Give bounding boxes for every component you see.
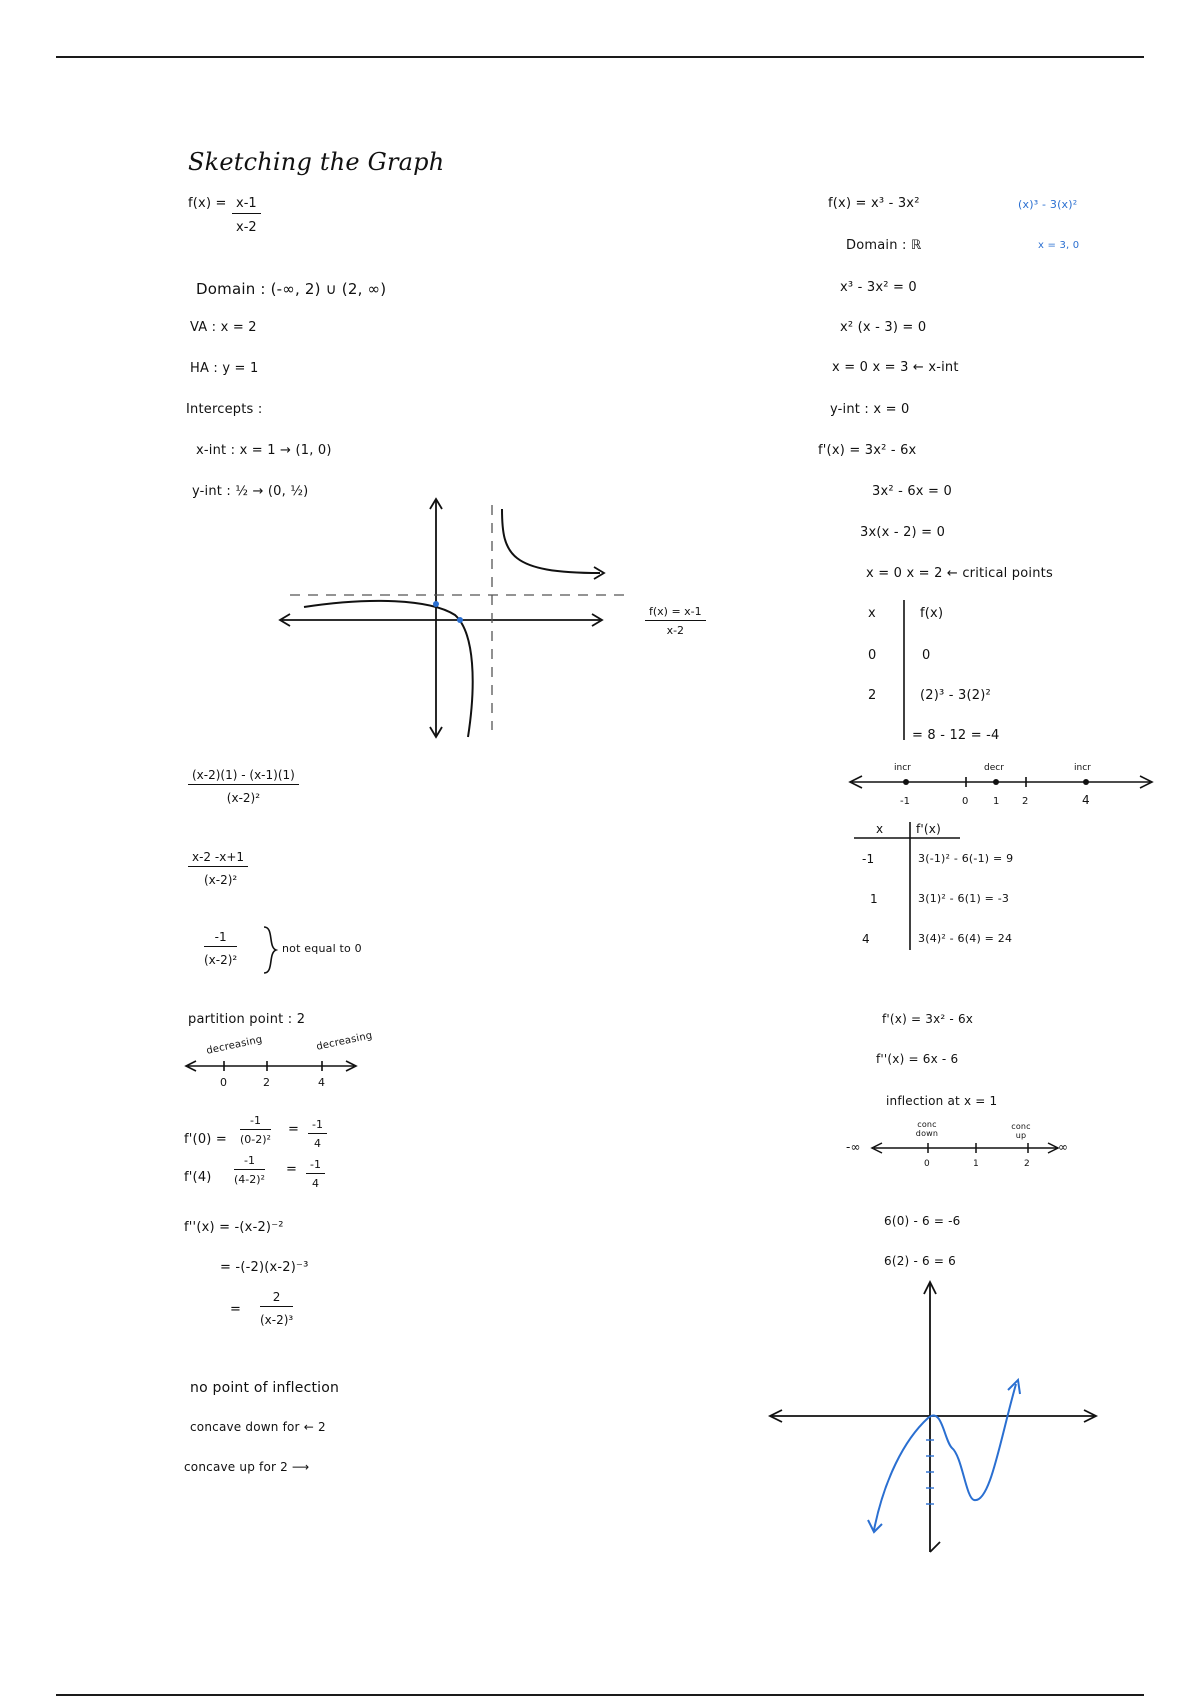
left-number-line <box>182 1058 362 1098</box>
table-2-row-0-f: 3(-1)² - 6(-1) = 9 <box>918 852 1014 865</box>
table-2-row-2-f: 3(4)² - 6(4) = 24 <box>918 932 1013 945</box>
f0-num: -1 <box>240 1114 271 1130</box>
second-derivative-right: f''(x) = 6x - 6 <box>876 1052 959 1066</box>
bottom-rule <box>56 1694 1144 1696</box>
y-intercept: y-int : ½ → (0, ½) <box>192 484 309 499</box>
second-derivative-final <box>260 1290 293 1327</box>
f0-res-den: 4 <box>313 1137 321 1150</box>
concavity-eval-2: 6(2) - 6 = 6 <box>884 1254 956 1268</box>
table-2-head-x: x <box>876 822 884 836</box>
cubic-derivative: f'(x) = 3x² - 6x <box>818 443 917 458</box>
f4-res-num: -1 <box>306 1158 325 1174</box>
concave-down-label: conc down <box>915 1120 939 1138</box>
second-den: (x-2)³ <box>260 1313 294 1327</box>
nl-tick-1: 1 <box>993 796 1000 807</box>
rational-function-graph <box>270 495 690 735</box>
not-equal-note: not equal to 0 <box>282 942 362 955</box>
second-derivative: f''(x) = -(x-2)⁻² <box>184 1220 284 1235</box>
left-nl-tick-0: 0 <box>220 1076 227 1089</box>
interval-label-right: decreasing <box>315 1030 374 1053</box>
table-1-row-1-x: 2 <box>868 688 877 703</box>
table-2-row-2-x: 4 <box>862 932 870 946</box>
concave-down: concave down for ← 2 <box>190 1420 326 1434</box>
cubic-function: f(x) = x³ - 3x² <box>828 196 920 211</box>
graph-label <box>645 605 706 637</box>
f4-num: -1 <box>234 1154 265 1170</box>
factor-eq-1: x³ - 3x² = 0 <box>840 280 917 295</box>
f-prime-4-fraction <box>234 1154 265 1186</box>
derivative-quotient <box>188 768 299 805</box>
f0-res-num: -1 <box>308 1118 327 1134</box>
vertical-asymptote: VA : x = 2 <box>190 320 257 335</box>
table-1-row-0-f: 0 <box>922 648 931 663</box>
cubic-y-intercept: y-int : x = 0 <box>830 402 910 417</box>
factor-eq-3: x = 0 x = 3 ← x-int <box>832 360 959 375</box>
partition-point: partition point : 2 <box>188 1012 306 1027</box>
cubic-curve <box>874 1384 1016 1530</box>
deriv-step-1: 3x² - 6x = 0 <box>872 484 952 499</box>
f4-den: (4-2)² <box>234 1173 265 1186</box>
blue-annotation-sub: x = 3, 0 <box>1038 240 1080 251</box>
table-2-head-f: f'(x) <box>916 822 941 836</box>
function-numerator: x-1 <box>232 196 261 214</box>
final-denominator: (x-2)² <box>204 953 238 967</box>
derivative-simplified <box>188 850 248 887</box>
table-2-row-1-x: 1 <box>870 892 878 906</box>
nl2-right-infinity: ∞ <box>1058 1140 1069 1154</box>
intercepts-heading: Intercepts : <box>186 402 263 417</box>
function-fraction <box>232 196 261 235</box>
derivative-final <box>204 930 237 967</box>
domain-right: Domain : ℝ <box>846 238 922 253</box>
blue-annotation-top: (x)³ - 3(x)² <box>1018 198 1078 211</box>
f-prime-4-label: f'(4) <box>184 1170 212 1185</box>
concave-up: concave up for 2 ⟶ <box>184 1460 310 1474</box>
nl2-left-infinity: -∞ <box>846 1140 861 1154</box>
table-1-extra: = 8 - 12 = -4 <box>912 728 1000 743</box>
table-1-divider <box>902 600 906 740</box>
second-num: 2 <box>260 1290 293 1307</box>
final-numerator: -1 <box>204 930 237 947</box>
second-derivative-step: = -(-2)(x-2)⁻³ <box>220 1260 309 1275</box>
nl-label-decr: decr <box>984 763 1004 773</box>
deriv-step-2: 3x(x - 2) = 0 <box>860 525 946 540</box>
equals-1: = <box>288 1122 300 1137</box>
f-prime-0-label: f'(0) = <box>184 1132 227 1147</box>
first-derivative-restated: f'(x) = 3x² - 6x <box>882 1012 974 1026</box>
top-rule <box>56 56 1144 58</box>
no-inflection: no point of inflection <box>190 1380 340 1396</box>
x-intercept: x-int : x = 1 → (1, 0) <box>196 443 332 458</box>
curve-left-branch <box>304 601 473 737</box>
f4-res-den: 4 <box>311 1177 319 1190</box>
curve-right-branch <box>502 509 600 573</box>
nl-tick-neg1: -1 <box>900 796 910 807</box>
equals-3: = <box>230 1302 242 1317</box>
cubic-function-graph <box>764 1280 1104 1560</box>
left-nl-tick-4: 4 <box>318 1076 325 1089</box>
inflection-point: inflection at x = 1 <box>886 1094 998 1108</box>
concavity-eval-1: 6(0) - 6 = -6 <box>884 1214 961 1228</box>
function-denominator: x-2 <box>236 220 257 235</box>
f-prime-4-result <box>306 1158 325 1190</box>
nl-tick-0: 0 <box>962 796 969 807</box>
nl-tick-2: 2 <box>1022 796 1029 807</box>
nl2-tick-1: 1 <box>973 1159 979 1169</box>
domain-left: Domain : (-∞, 2) ∪ (2, ∞) <box>196 280 387 298</box>
f-prime-0-fraction <box>240 1114 271 1146</box>
y-intercept-point <box>433 601 439 607</box>
simplified-denominator: (x-2)² <box>204 873 238 887</box>
nl-label-incr-2: incr <box>1074 763 1091 773</box>
table-1-head-x: x <box>868 606 876 621</box>
concave-up-label: conc up <box>1011 1122 1031 1140</box>
x-intercept-point <box>457 617 463 623</box>
f0-den: (0-2)² <box>240 1133 271 1146</box>
table-1-row-0-x: 0 <box>868 648 877 663</box>
right-number-line-2 <box>862 1138 1062 1178</box>
simplified-numerator: x-2 -x+1 <box>188 850 248 867</box>
table-2-row-1-f: 3(1)² - 6(1) = -3 <box>918 892 1010 905</box>
cubic-y-axis-arrow-bottom <box>930 1542 940 1552</box>
nl-label-incr-1: incr <box>894 763 911 773</box>
horizontal-asymptote: HA : y = 1 <box>190 361 259 376</box>
function-prefix: f(x) = <box>188 196 227 211</box>
page-title: Sketching the Graph <box>188 148 445 176</box>
brace <box>262 925 282 975</box>
graph-label-numerator: f(x) = x-1 <box>645 605 706 621</box>
table-1-head-f: f(x) <box>920 606 944 621</box>
nl-tick-4: 4 <box>1082 793 1090 807</box>
derivative-numerator: (x-2)(1) - (x-1)(1) <box>188 768 299 785</box>
graph-label-denominator: x-2 <box>666 624 685 637</box>
critical-points: x = 0 x = 2 ← critical points <box>866 566 1053 581</box>
nl2-tick-2: 2 <box>1024 1159 1030 1169</box>
table-2-row-0-x: -1 <box>862 852 875 866</box>
table-1-row-1-f: (2)³ - 3(2)² <box>920 688 991 703</box>
right-number-line <box>846 760 1156 820</box>
factor-eq-2: x² (x - 3) = 0 <box>840 320 927 335</box>
derivative-denominator: (x-2)² <box>226 791 261 805</box>
f-prime-0-result <box>308 1118 327 1150</box>
equals-2: = <box>286 1162 298 1177</box>
interval-label-left: decreasing <box>205 1034 264 1057</box>
left-nl-tick-2: 2 <box>263 1076 270 1089</box>
nl2-tick-0: 0 <box>924 1159 930 1169</box>
